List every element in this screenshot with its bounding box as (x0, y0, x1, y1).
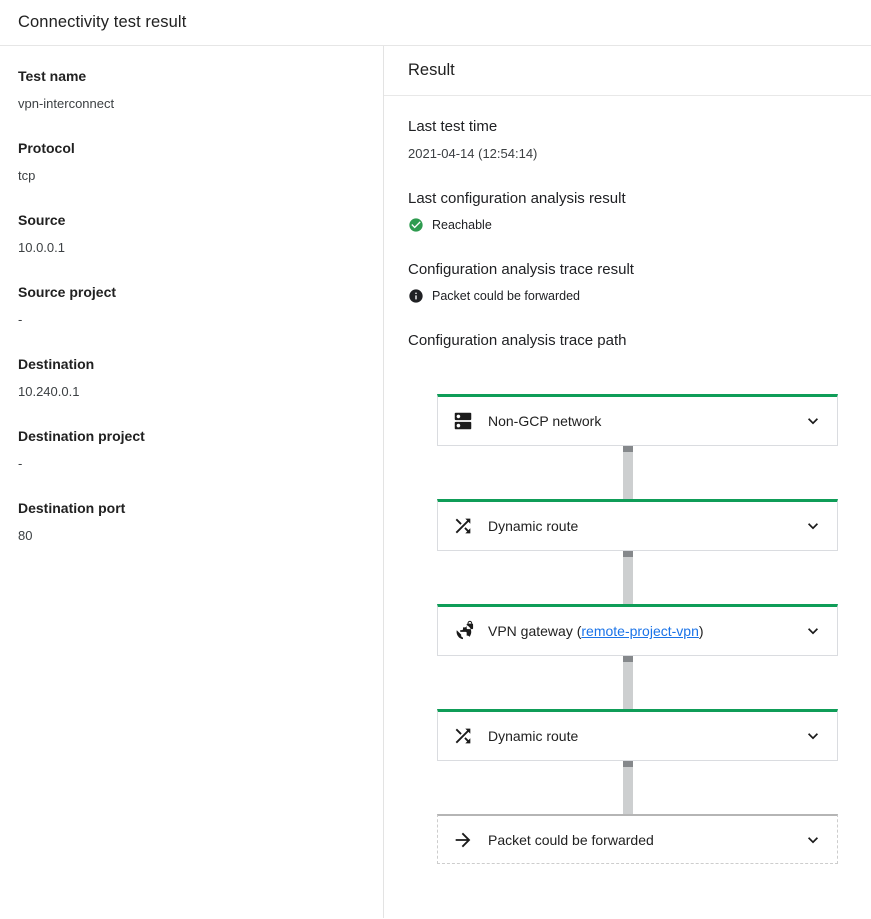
chevron-down-icon[interactable] (803, 726, 823, 746)
field-value: - (18, 312, 23, 327)
trace-connector-bar (623, 446, 633, 499)
result-body (384, 96, 871, 864)
field-destination-project (18, 427, 365, 473)
trace-path-label: Configuration analysis trace path (408, 332, 627, 349)
page-header (0, 0, 871, 46)
last-test-time-value: 2021-04-14 (12:54:14) (408, 146, 538, 161)
trace-step-label: VPN gateway (remote-project-vpn) (488, 623, 704, 639)
trace-connector (437, 446, 838, 499)
analysis-result-status (408, 217, 847, 233)
trace-path-diagram (437, 394, 838, 864)
field-source (18, 211, 365, 257)
chevron-down-icon[interactable] (803, 621, 823, 641)
trace-result-status (408, 288, 847, 304)
trace-result-label: Configuration analysis trace result (408, 261, 634, 278)
field-label: Destination port (18, 500, 126, 516)
field-label: Destination project (18, 428, 145, 444)
shuffle-icon (452, 725, 474, 747)
trace-connector-bar (623, 656, 633, 709)
field-value: - (18, 456, 23, 471)
trace-step-dynamic-route[interactable] (437, 499, 838, 551)
shuffle-icon (452, 515, 474, 537)
test-details-fields (18, 67, 365, 545)
trace-connector (437, 761, 838, 814)
chevron-down-icon[interactable] (803, 516, 823, 536)
trace-step-label: Dynamic route (488, 728, 579, 744)
field-source-project (18, 283, 365, 329)
dns-icon (452, 410, 474, 432)
test-details-panel (0, 46, 384, 918)
page-title: Connectivity test result (18, 13, 187, 31)
analysis-result-status-text: Reachable (432, 218, 492, 232)
field-test-name (18, 67, 365, 113)
field-value: 10.240.0.1 (18, 384, 80, 399)
last-test-time-section (408, 117, 847, 162)
field-destination-port (18, 499, 365, 545)
trace-result-section (408, 260, 847, 304)
field-protocol (18, 139, 365, 185)
main-content (0, 46, 871, 918)
result-title: Result (408, 61, 455, 79)
analysis-result-label: Last configuration analysis result (408, 190, 626, 207)
info-icon (408, 288, 424, 304)
field-destination (18, 355, 365, 401)
field-label: Source (18, 212, 66, 228)
vpn-lock-icon (452, 620, 474, 642)
trace-step-label: Packet could be forwarded (488, 831, 654, 848)
trace-connector (437, 551, 838, 604)
last-test-time-label: Last test time (408, 118, 498, 135)
field-value: 10.0.0.1 (18, 240, 65, 255)
field-value: tcp (18, 168, 36, 183)
trace-path-section (408, 331, 847, 350)
field-value: 80 (18, 528, 33, 543)
field-label: Protocol (18, 140, 75, 156)
chevron-down-icon[interactable] (803, 411, 823, 431)
field-value: vpn-interconnect (18, 96, 115, 111)
chevron-down-icon[interactable] (803, 830, 823, 850)
vpn-gateway-link[interactable]: remote-project-vpn (581, 623, 699, 639)
field-label: Destination (18, 356, 95, 372)
trace-connector (437, 656, 838, 709)
trace-connector-bar (623, 761, 633, 814)
arrow-forward-icon (452, 829, 474, 851)
trace-result-status-text: Packet could be forwarded (432, 289, 581, 303)
trace-step-vpn-gateway-remote-project-vpn[interactable] (437, 604, 838, 656)
field-label: Source project (18, 284, 117, 300)
trace-step-packet-could-be-forwarded[interactable] (437, 814, 838, 864)
trace-connector-bar (623, 551, 633, 604)
result-header (384, 46, 871, 96)
trace-step-dynamic-route[interactable] (437, 709, 838, 761)
result-panel (384, 46, 871, 918)
analysis-result-section (408, 189, 847, 233)
trace-step-non-gcp-network[interactable] (437, 394, 838, 446)
check-circle-icon (408, 217, 424, 233)
field-label: Test name (18, 68, 87, 84)
trace-step-label: Dynamic route (488, 518, 579, 534)
trace-step-label: Non-GCP network (488, 413, 602, 429)
